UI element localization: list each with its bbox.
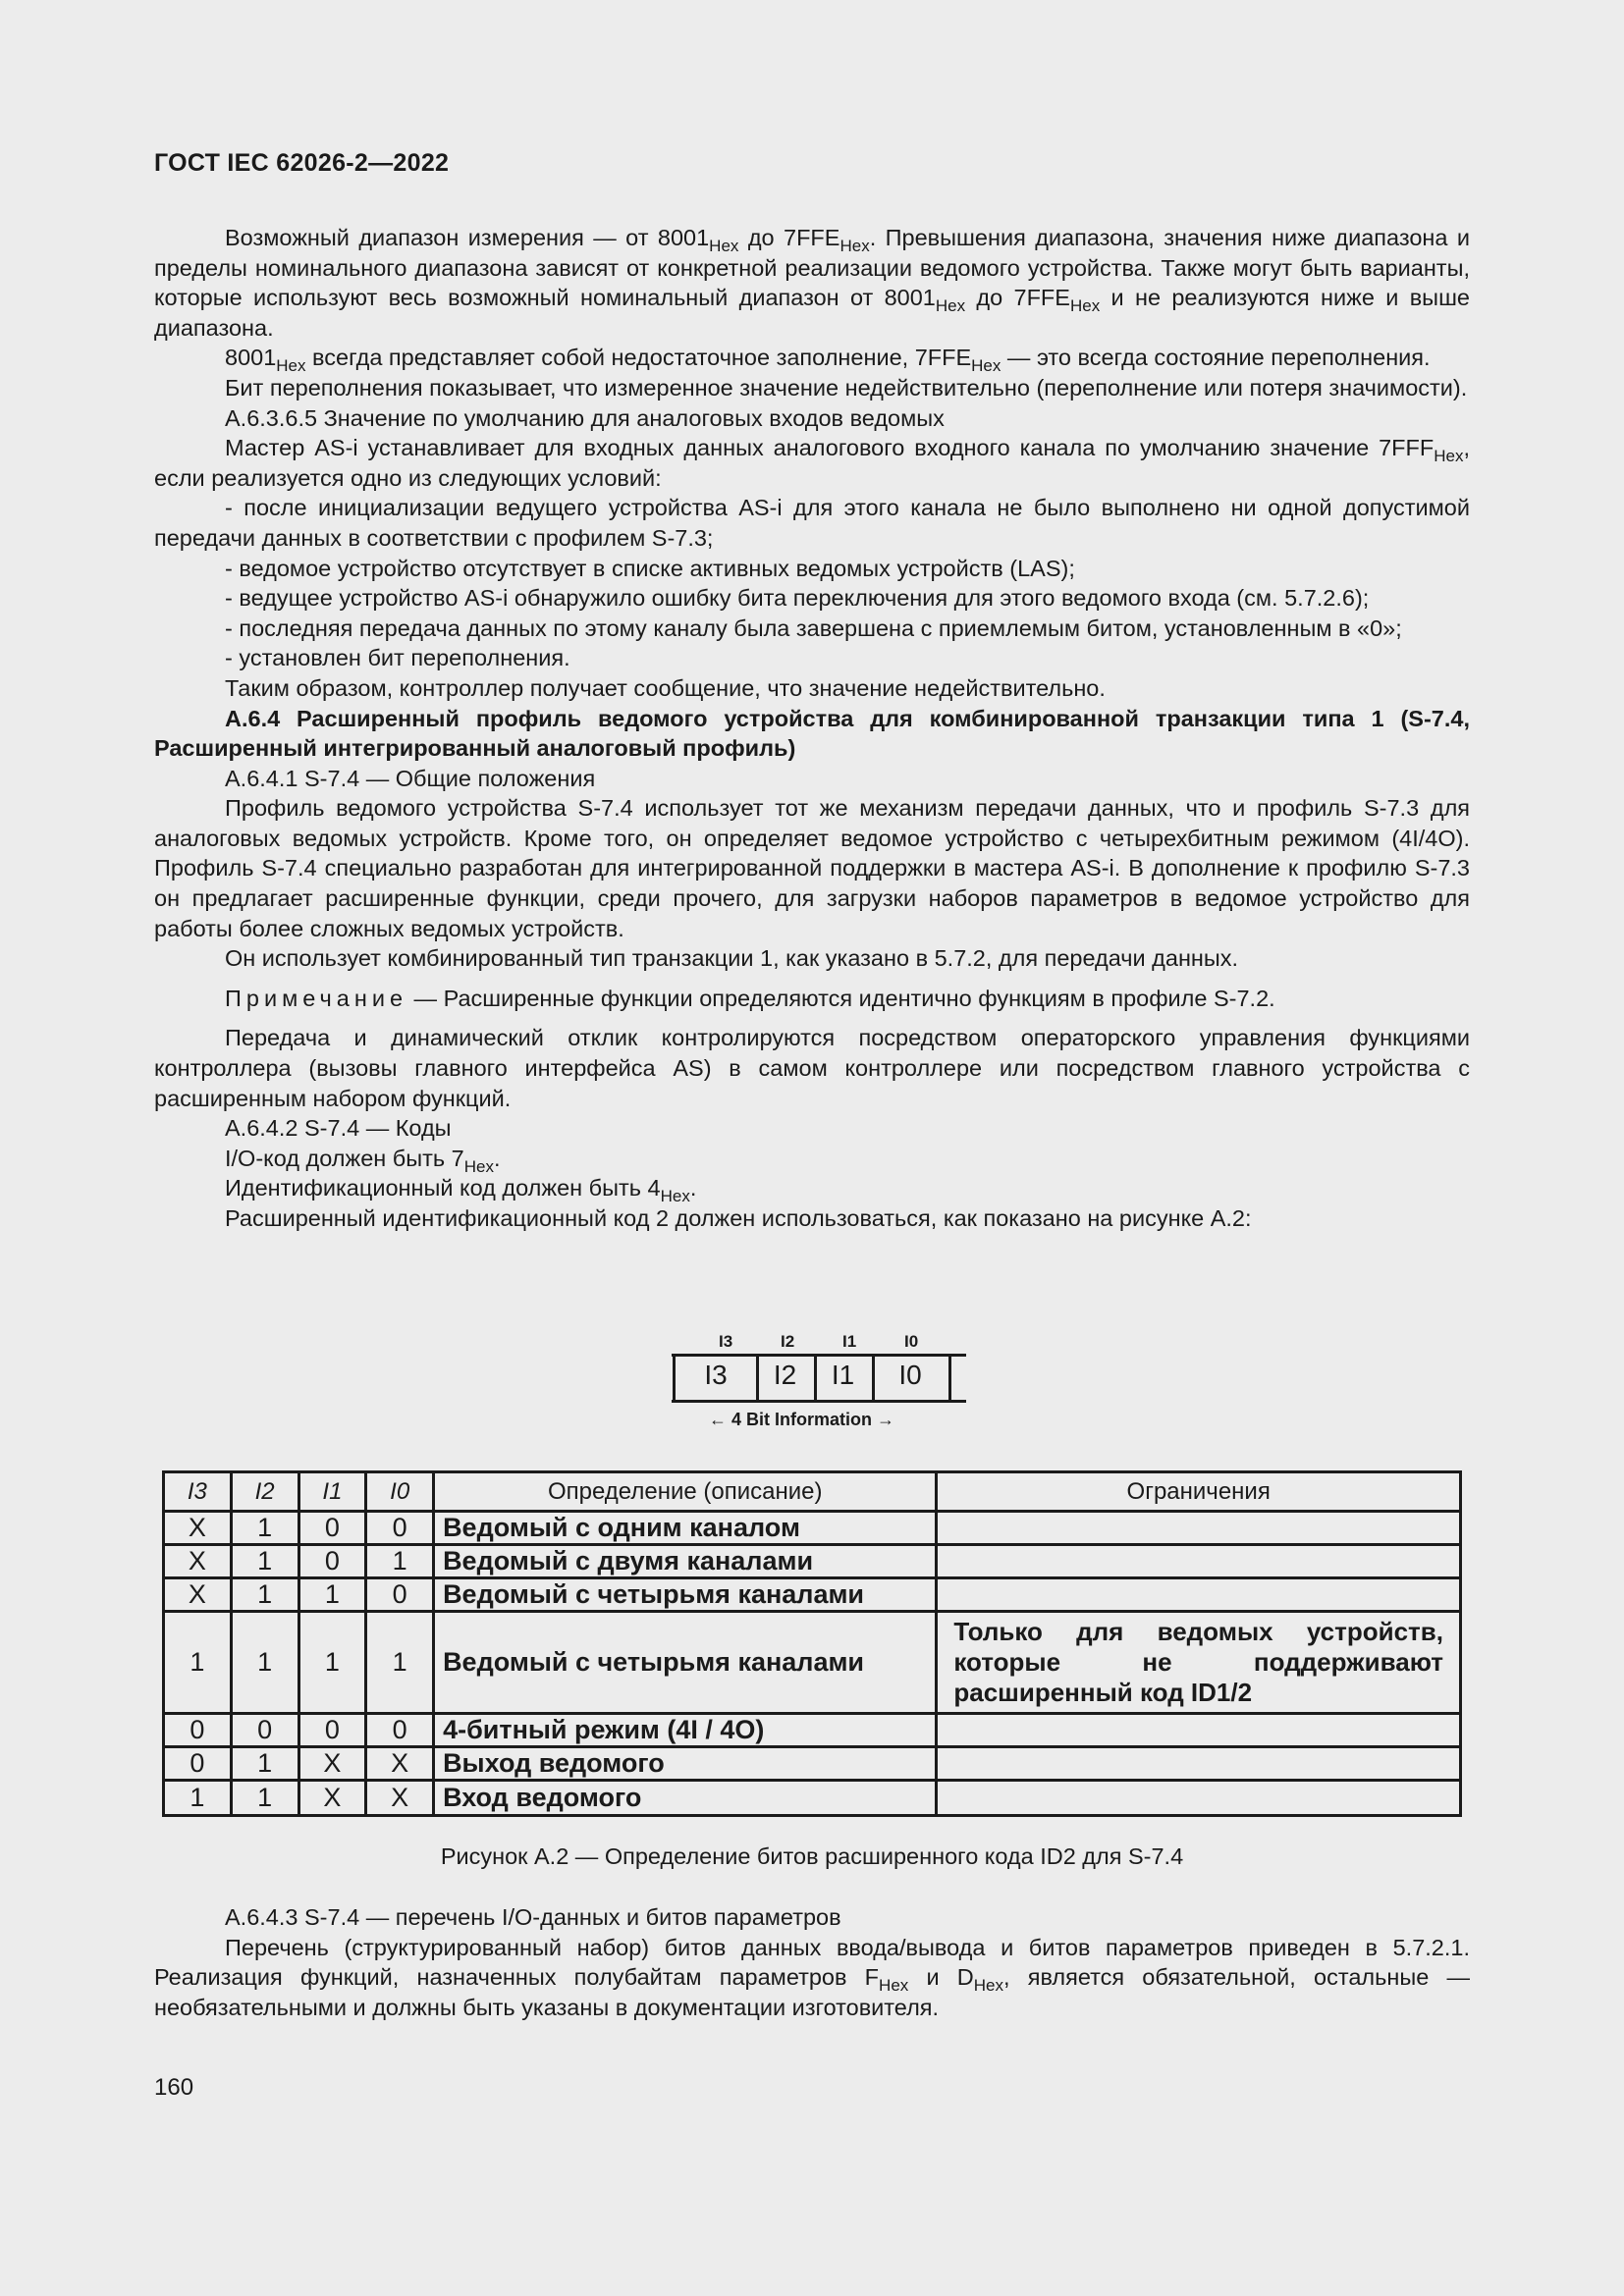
table-cell: 1 [233, 1579, 300, 1613]
section-heading: А.6.3.6.5 Значение по умолчанию для аналоговых входов ведомых [225, 404, 945, 431]
bit-top-label: I2 [781, 1332, 795, 1351]
table-cell: 1 [367, 1613, 435, 1715]
table-cell: 0 [233, 1715, 300, 1748]
table-cell: X [300, 1748, 368, 1782]
table-cell: 1 [233, 1782, 300, 1814]
table-cell: Ведомый с четырьмя каналами [435, 1613, 938, 1715]
paragraph: Бит переполнения показывает, что измеренное значение недействительно (переполнение или потеря значимости). [225, 374, 1468, 400]
table-cell: 1 [300, 1579, 368, 1613]
paragraph: I/O-код должен быть $7_{Hex}$. [225, 1145, 501, 1176]
section-heading: А.6.4.3 S-7.4 — перечень I/O-данных и битов параметров [225, 1904, 841, 1930]
paragraph: Таким образом, контроллер получает сообщение, что значение недействительно. [225, 674, 1106, 701]
table-cell: Выход ведомого [435, 1748, 938, 1782]
table-row [165, 1546, 1459, 1579]
table-cell: X [165, 1579, 233, 1613]
table-cell [938, 1513, 1459, 1546]
column-header: I2 [233, 1473, 300, 1513]
table-cell: 1 [233, 1513, 300, 1546]
table-row [165, 1748, 1459, 1782]
table-cell: 0 [300, 1546, 368, 1579]
body-text [154, 223, 1470, 1234]
paragraph: Перечень (структурированный набор) битов данных ввода/вывода и битов параметров приведен в 5.7.2.1. Реализация функций, назначенных полубайтам параметров $F_{Hex}$ и $D_{Hex}$, является обязательной, остальные — необязательными и должны быть указаны в документации изготовителя. [154, 1934, 1470, 2020]
table-row [165, 1513, 1459, 1546]
bit-top-label: I3 [719, 1332, 733, 1351]
table-cell [938, 1715, 1459, 1748]
table-cell: 1 [233, 1613, 300, 1715]
table-cell: 1 [165, 1613, 233, 1715]
table-cell: 0 [367, 1579, 435, 1613]
table-cell: Ведомый с четырьмя каналами [435, 1579, 938, 1613]
list-item: - ведомое устройство отсутствует в списке активных ведомых устройств (LAS); [225, 555, 1075, 581]
table-cell [938, 1782, 1459, 1814]
body-text-continued [154, 1902, 1470, 2022]
arrow-left-icon: ← [709, 1410, 727, 1429]
bit-cell: I3 [673, 1354, 759, 1403]
table-cell [938, 1579, 1459, 1613]
paragraph: Расширенный идентификационный код 2 должен использоваться, как показано на рисунке А.2: [225, 1205, 1252, 1231]
table-cell: 0 [165, 1715, 233, 1748]
list-item: - последняя передача данных по этому каналу была завершена с приемлемым битом, установленным в «0»; [225, 614, 1402, 641]
document-header: ГОСТ IEC 62026-2—2022 [154, 149, 450, 177]
table-cell: 0 [165, 1748, 233, 1782]
column-header: Ограничения [938, 1473, 1459, 1513]
table-cell: 0 [300, 1715, 368, 1748]
bit-cell: I2 [756, 1354, 817, 1403]
table-cell: 1 [233, 1748, 300, 1782]
table-cell: 1 [300, 1613, 368, 1715]
paragraph: Возможный диапазон измерения — от $8001_{Hex}$ до $7FFE_{Hex}$. Превышения диапазона, значения ниже диапазона и пределы номинального диапазона зависят от конкретной реализации ведомого устройства. Также могут быть варианты, которые используют весь возможный номинальный диапазон от $8001_{Hex}$ до $7FFE_{Hex}$ и не реализуются ниже и выше диапазона. [154, 225, 1470, 341]
column-header: I3 [165, 1473, 233, 1513]
column-header: I0 [367, 1473, 435, 1513]
table-cell: X [165, 1513, 233, 1546]
table-cell: Ведомый с двумя каналами [435, 1546, 938, 1579]
list-item: - ведущее устройство AS-i обнаружило ошибку бита переключения для этого ведомого входа (см. 5.7.2.6); [225, 585, 1370, 612]
paragraph: Мастер AS-i устанавливает для входных данных аналогового входного канала по умолчанию значение $7FFF_{Hex}$, если реализуется одно из следующих условий: [154, 435, 1470, 491]
table-cell [938, 1546, 1459, 1579]
page-number: 160 [154, 2074, 194, 2101]
table-cell: X [367, 1748, 435, 1782]
id-code-table [162, 1470, 1462, 1817]
table-cell [938, 1748, 1459, 1782]
table-header-row [165, 1473, 1459, 1513]
table-cell: Только для ведомых устройств, которые не поддерживают расширенный код ID1/2 [938, 1613, 1459, 1715]
paragraph: Идентификационный код должен быть $4_{Hex}$. [225, 1175, 697, 1206]
table-row [165, 1782, 1459, 1814]
table-cell: 0 [367, 1513, 435, 1546]
note: Примечание — Расширенные функции определяются идентично функциям в профиле S-7.2. [225, 985, 1275, 1011]
bit-caption: ← 4 Bit Information → [709, 1410, 895, 1429]
section-heading: А.6.4.1 S-7.4 — Общие положения [225, 765, 596, 791]
bit-cell: I0 [872, 1354, 951, 1403]
list-item: - установлен бит переполнения. [225, 645, 570, 671]
table-row [165, 1613, 1459, 1715]
table-row [165, 1579, 1459, 1613]
bit-cell: I1 [814, 1354, 875, 1403]
table-cell: 1 [367, 1546, 435, 1579]
paragraph: Передача и динамический отклик контролируются посредством операторского управления функциями контроллера (вызовы главного интерфейса AS) в самом контроллере или посредством главного устройства с расширенным набором функций. [154, 1025, 1470, 1111]
list-item: - после инициализации ведущего устройства AS-i для этого канала не было выполнено ни одной допустимой передачи данных в соответствии с профилем S-7.3; [154, 495, 1470, 551]
bit-top-label: I0 [904, 1332, 919, 1351]
table-cell: 4-битный режим (4I / 4O) [435, 1715, 938, 1748]
arrow-right-icon: → [877, 1410, 895, 1429]
table-cell: Ведомый с одним каналом [435, 1513, 938, 1546]
table-cell: Вход ведомого [435, 1782, 938, 1814]
table-cell: 0 [367, 1715, 435, 1748]
section-heading: А.6.4.2 S-7.4 — Коды [225, 1115, 452, 1142]
table-cell: X [367, 1782, 435, 1814]
paragraph: $8001_{Hex}$ всегда представляет собой недостаточное заполнение, $7FFE_{Hex}$ — это всегда состояние переполнения. [225, 345, 1431, 376]
paragraph: Он использует комбинированный тип транзакции 1, как указано в 5.7.2, для передачи данных. [225, 945, 1239, 972]
table-cell: 0 [300, 1513, 368, 1546]
column-header: I1 [300, 1473, 368, 1513]
bit-top-label: I1 [842, 1332, 857, 1351]
table-cell: X [300, 1782, 368, 1814]
paragraph: Профиль ведомого устройства S-7.4 использует тот же механизм передачи данных, что и профиль S-7.3 для аналоговых ведомых устройств. Кроме того, он определяет ведомое устройство с четырехбитным режимом (4I/4O). Профиль S-7.4 специально разработан для интегрированной поддержки в мастера AS-i. В дополнение к профилю S-7.3 он предлагает расширенные функции, среди прочего, для загрузки наборов параметров в ведомое устройство для работы более сложных ведомых устройств. [154, 795, 1470, 941]
table-cell: 1 [165, 1782, 233, 1814]
column-header: Определение (описание) [435, 1473, 938, 1513]
section-heading-bold: А.6.4 Расширенный профиль ведомого устройства для комбинированной транзакции типа 1 (S-7.4, Расширенный интегрированный аналоговый профиль) [154, 705, 1470, 762]
table-row [165, 1715, 1459, 1748]
bit-diagram [672, 1332, 966, 1440]
table-cell: 1 [233, 1546, 300, 1579]
table-cell: X [165, 1546, 233, 1579]
figure-caption: Рисунок А.2 — Определение битов расширенного кода ID2 для S-7.4 [440, 1843, 1184, 1869]
note-label: Примечание [225, 985, 408, 1011]
